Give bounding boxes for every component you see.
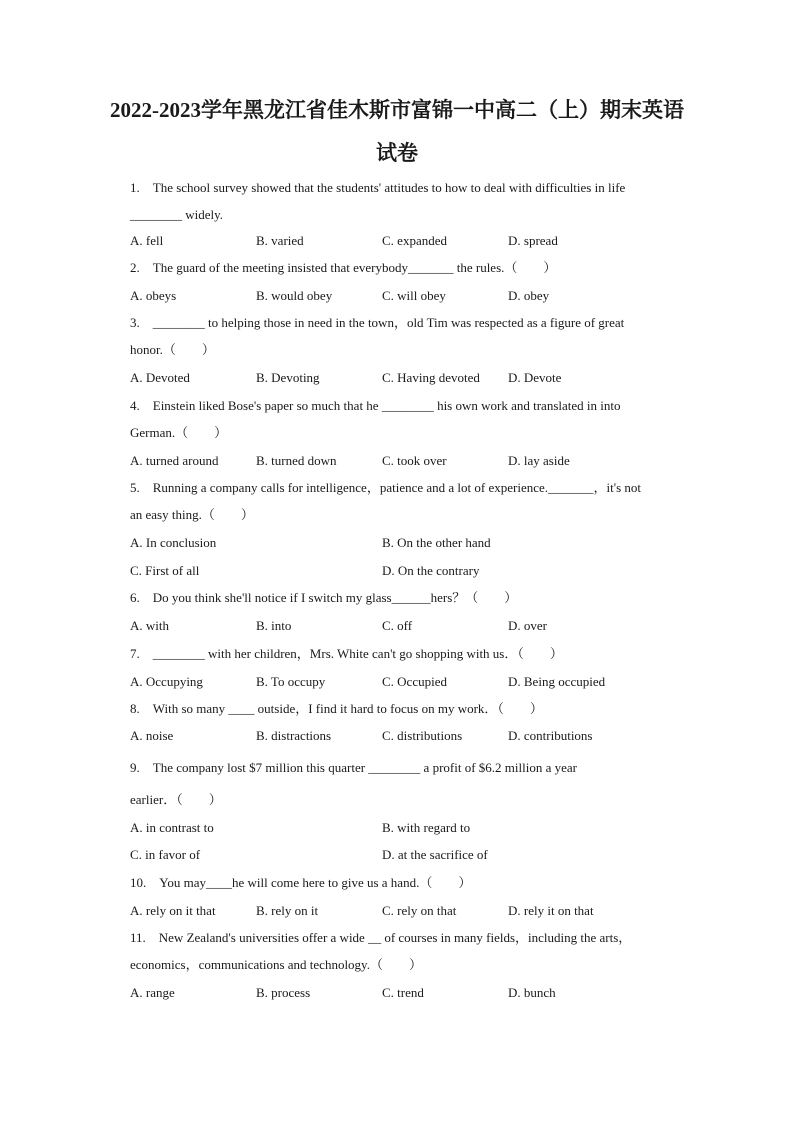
question-2-option-d: D. obey [508,288,550,303]
question-1-option-d: D. spread [508,233,558,248]
question-11-option-d: D. bunch [508,985,556,1000]
question-5-option-c: C. First of all [130,563,200,578]
question-8-option-c: C. distributions [382,728,463,743]
question-8-stem: 8. With so many ____ outside，I find it hard to focus on my work．（ ） [130,701,543,716]
question-5-option-b: B. On the other hand [382,535,491,550]
question-3-option-a: A. Devoted [130,370,190,385]
question-2-option-c: C. will obey [382,288,446,303]
question-7-stem: 7. ________ with her children，Mrs. White can't go shopping with us．（ ） [130,646,563,661]
question-9-stem: 9. The company lost $7 million this quarter ________ a profit of $6.2 million a year [130,760,577,775]
question-11-option-b: B. process [256,985,311,1000]
exam-title-line-1: 2022-2023学年黑龙江省佳木斯市富锦一中高二（上）期末英语 [110,98,684,122]
question-1-option-c: C. expanded [382,233,447,248]
question-1-option-a: A. fell [130,233,164,248]
question-4-option-b: B. turned down [256,453,337,468]
question-9-option-d: D. at the sacrifice of [382,847,488,862]
question-3-stem-cont: honor.（ ） [130,342,215,357]
question-3-option-b: B. Devoting [256,370,320,385]
question-5-stem: 5. Running a company calls for intelligence，patience and a lot of experience._______，it's not [130,480,641,495]
question-1-stem-cont: ________ widely. [130,207,224,222]
question-11-stem-cont: economics，communications and technology.（ ） [130,957,422,972]
question-5-stem-cont: an easy thing.（ ） [130,507,254,522]
question-10-stem: 10. You may____he will come here to give us a hand.（ ） [130,875,472,890]
question-8-option-d: D. contributions [508,728,593,743]
question-6-stem: 6. Do you think she'll notice if I switch my glass______hers？（ ） [130,590,518,605]
question-6-option-d: D. over [508,618,547,633]
question-7-option-b: B. To occupy [256,674,326,689]
question-10-option-b: B. rely on it [256,903,319,918]
question-6-option-b: B. into [256,618,292,633]
question-2-option-a: A. obeys [130,288,177,303]
question-6-option-c: C. off [382,618,413,633]
question-11-stem: 11. New Zealand's universities offer a wide __ of courses in many fields，including the arts， [130,930,632,945]
question-7-option-c: C. Occupied [382,674,447,689]
question-1-option-b: B. varied [256,233,304,248]
question-5-option-a: A. In conclusion [130,535,217,550]
question-3-option-c: C. Having devoted [382,370,480,385]
question-11-option-a: A. range [130,985,175,1000]
question-9-option-a: A. in contrast to [130,820,214,835]
question-4-option-d: D. lay aside [508,453,570,468]
question-6-option-a: A. with [130,618,169,633]
question-10-option-a: A. rely on it that [130,903,216,918]
question-2-option-b: B. would obey [256,288,333,303]
question-2-stem: 2. The guard of the meeting insisted that everybody_______ the rules.（ ） [130,260,557,275]
question-4-option-c: C. took over [382,453,447,468]
exam-title-line-2: 试卷 [376,141,418,165]
question-10-option-d: D. rely it on that [508,903,594,918]
question-10-option-c: C. rely on that [382,903,457,918]
question-7-option-d: D. Being occupied [508,674,606,689]
question-3-option-d: D. Devote [508,370,562,385]
question-11-option-c: C. trend [382,985,424,1000]
question-4-option-a: A. turned around [130,453,219,468]
question-5-option-d: D. On the contrary [382,563,480,578]
question-4-stem: 4. Einstein liked Bose's paper so much that he ________ his own work and translated in into [130,398,621,413]
question-8-option-a: A. noise [130,728,174,743]
question-9-option-c: C. in favor of [130,847,201,862]
question-3-stem: 3. ________ to helping those in need in the town，old Tim was respected as a figure of great [130,315,625,330]
question-7-option-a: A. Occupying [130,674,203,689]
question-9-stem-cont: earlier．（ ） [130,792,222,807]
question-1-stem: 1. The school survey showed that the students' attitudes to how to deal with difficulties in life [130,180,626,195]
question-4-stem-cont: German.（ ） [130,425,228,440]
question-9-option-b: B. with regard to [382,820,471,835]
question-8-option-b: B. distractions [256,728,332,743]
